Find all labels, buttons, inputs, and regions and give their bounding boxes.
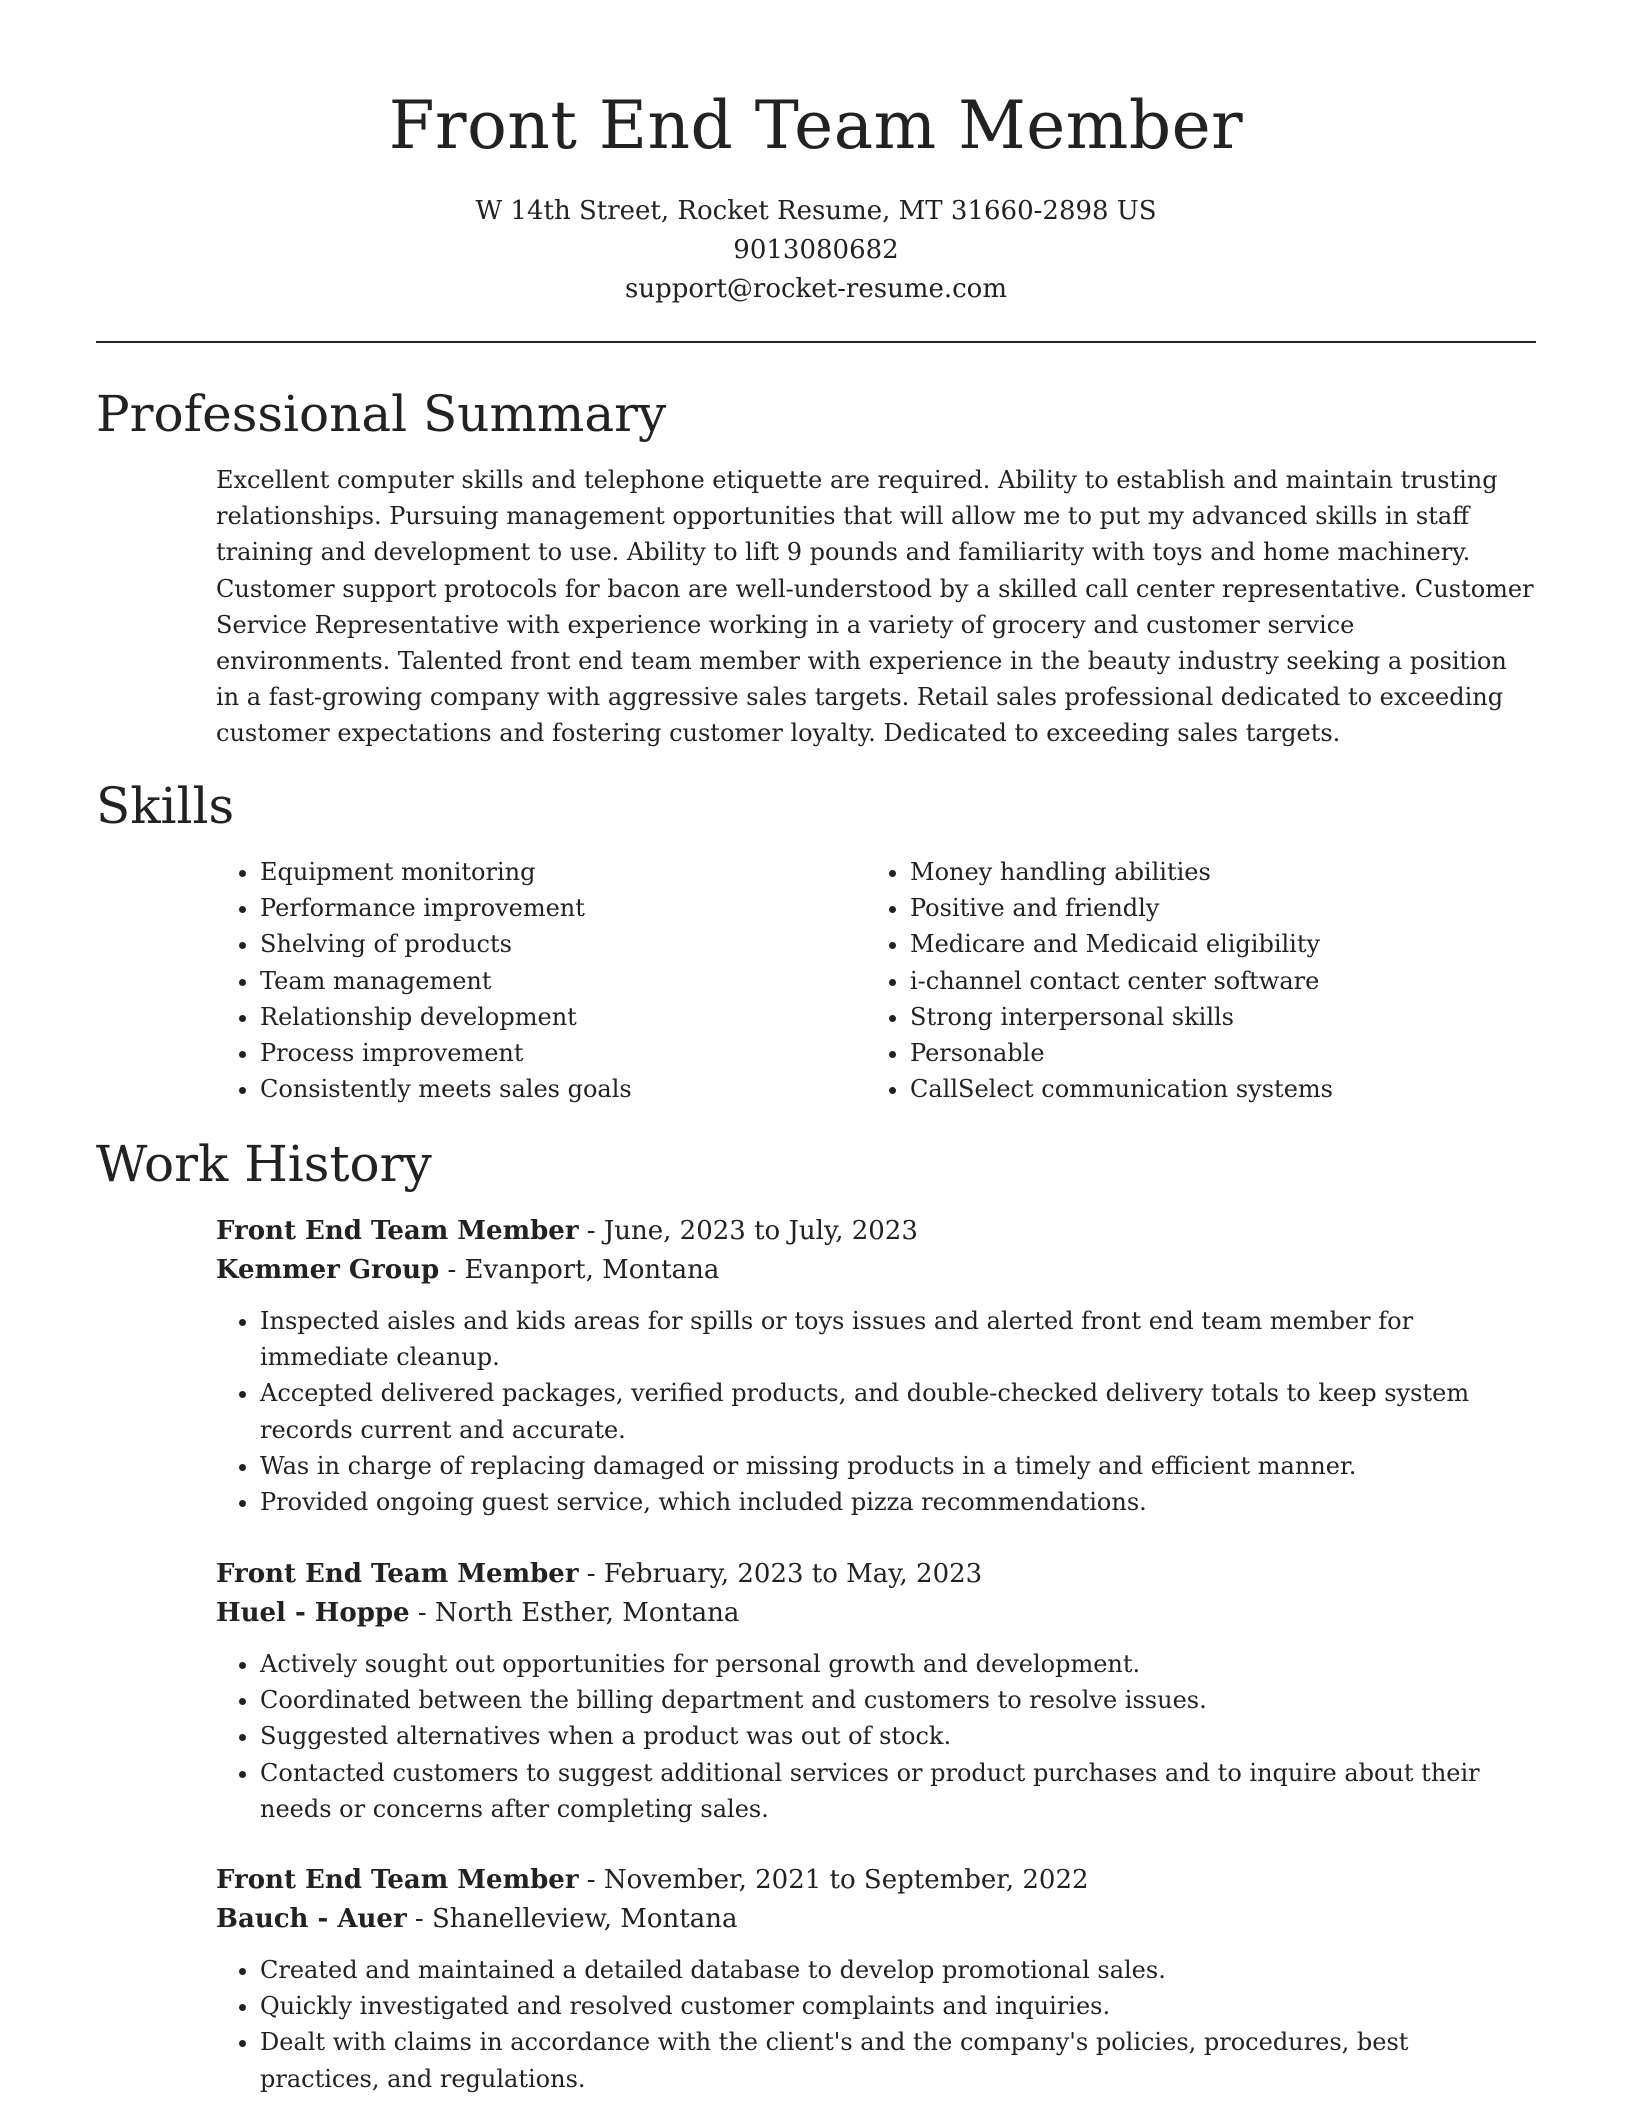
email: support@rocket-resume.com: [624, 274, 1007, 304]
skill-item: • Shelving of products: [260, 926, 836, 962]
job-title-line: [216, 1555, 1534, 1594]
skills-column-right: [866, 854, 1486, 1107]
job-entry: [216, 1212, 1534, 1520]
job-entry: [216, 1555, 1534, 1827]
duty-item: • Inspected aisles and kids areas for spills or toys issues and alerted front end team member for immediate cleanup.: [260, 1303, 1534, 1375]
duty-item: • Dealt with claims in accordance with the client's and the company's policies, procedures, best practices, and regulations.: [260, 2024, 1534, 2096]
job-entry: [216, 1861, 1534, 2097]
job-duties: [216, 1303, 1534, 1520]
job-dates: - February, 2023 to May, 2023: [578, 1559, 983, 1589]
skill-item: • Consistently meets sales goals: [260, 1071, 836, 1107]
job-duties: [216, 1646, 1534, 1827]
skill-item: • Positive and friendly: [910, 890, 1486, 926]
skills-heading: Skills: [96, 777, 235, 835]
duty-item: • Contacted customers to suggest additional services or product purchases and to inquire about their needs or concerns after completing sales.: [260, 1755, 1534, 1827]
job-location: - Shanelleview, Montana: [406, 1904, 738, 1934]
summary-heading: Professional Summary: [96, 385, 667, 443]
duty-item: • Created and maintained a detailed database to develop promotional sales.: [260, 1952, 1534, 1988]
duty-item: • Suggested alternatives when a product was out of stock.: [260, 1718, 1534, 1754]
skills-list-right: [866, 854, 1486, 1107]
duty-item: • Accepted delivered packages, verified products, and double-checked delivery totals to keep system records current and accurate.: [260, 1375, 1534, 1447]
job-title-line: [216, 1861, 1534, 1900]
skills-column-left: [216, 854, 836, 1107]
duty-item: • Provided ongoing guest service, which included pizza recommendations.: [260, 1484, 1534, 1520]
job-role: Front End Team Member: [216, 1865, 579, 1895]
skill-item: • Relationship development: [260, 999, 836, 1035]
address: W 14th Street, Rocket Resume, MT 31660-2898 US: [475, 196, 1157, 226]
job-company-line: [216, 1594, 1534, 1633]
job-role: Front End Team Member: [216, 1216, 579, 1246]
duty-item: • Coordinated between the billing department and customers to resolve issues.: [260, 1682, 1534, 1718]
job-company-line: [216, 1900, 1534, 1939]
skills-list-left: [216, 854, 836, 1107]
duty-item: • Actively sought out opportunities for personal growth and development.: [260, 1646, 1534, 1682]
job-location: - North Esther, Montana: [409, 1598, 740, 1628]
header-divider: [96, 341, 1536, 343]
summary-text: Excellent computer skills and telephone etiquette are required. Ability to establish and maintain trusting relationships. Pursuing management opportunities that will allow me to put my advanced skills in staff training and development to use. Ability to lift 9 pounds and familiarity with toys and home machinery. Customer support protocols for bacon are well-understood by a skilled call center representative. Customer Service Representative with experience working in a variety of grocery and customer service environments. Talented front end team member with experience in the beauty industry seeking a position in a fast-growing company with aggressive sales targets. Retail sales professional dedicated to exceeding customer expectations and fostering customer loyalty. Dedicated to exceeding sales targets.: [216, 466, 1534, 748]
duty-item: • Quickly investigated and resolved customer complaints and inquiries.: [260, 1988, 1534, 2024]
skill-item: • Personable: [910, 1035, 1486, 1071]
job-company: Kemmer Group: [216, 1255, 440, 1285]
duty-item: • Was in charge of replacing damaged or missing products in a timely and efficient manner.: [260, 1448, 1534, 1484]
skill-item: • Money handling abilities: [910, 854, 1486, 890]
job-company: Bauch - Auer: [216, 1904, 407, 1934]
skill-item: • Performance improvement: [260, 890, 836, 926]
skill-item: • Medicare and Medicaid eligibility: [910, 926, 1486, 962]
candidate-name: Front End Team Member: [388, 87, 1244, 164]
job-location: - Evanport, Montana: [439, 1255, 720, 1285]
phone: 9013080682: [733, 235, 899, 265]
skill-item: • Strong interpersonal skills: [910, 999, 1486, 1035]
skill-item: • Team management: [260, 963, 836, 999]
job-duties: [216, 1952, 1534, 2097]
job-role: Front End Team Member: [216, 1559, 579, 1589]
job-company-line: [216, 1251, 1534, 1290]
skill-item: • Equipment monitoring: [260, 854, 836, 890]
contact-info: [0, 192, 1632, 309]
job-dates: - November, 2021 to September, 2022: [578, 1865, 1089, 1895]
job-title-line: [216, 1212, 1534, 1251]
skill-item: • CallSelect communication systems: [910, 1071, 1486, 1107]
resume-header: [0, 0, 1632, 309]
skill-item: • i-channel contact center software: [910, 963, 1486, 999]
skill-item: • Process improvement: [260, 1035, 836, 1071]
job-dates: - June, 2023 to July, 2023: [578, 1216, 918, 1246]
work-history-heading: Work History: [96, 1135, 432, 1193]
job-company: Huel - Hoppe: [216, 1598, 410, 1628]
